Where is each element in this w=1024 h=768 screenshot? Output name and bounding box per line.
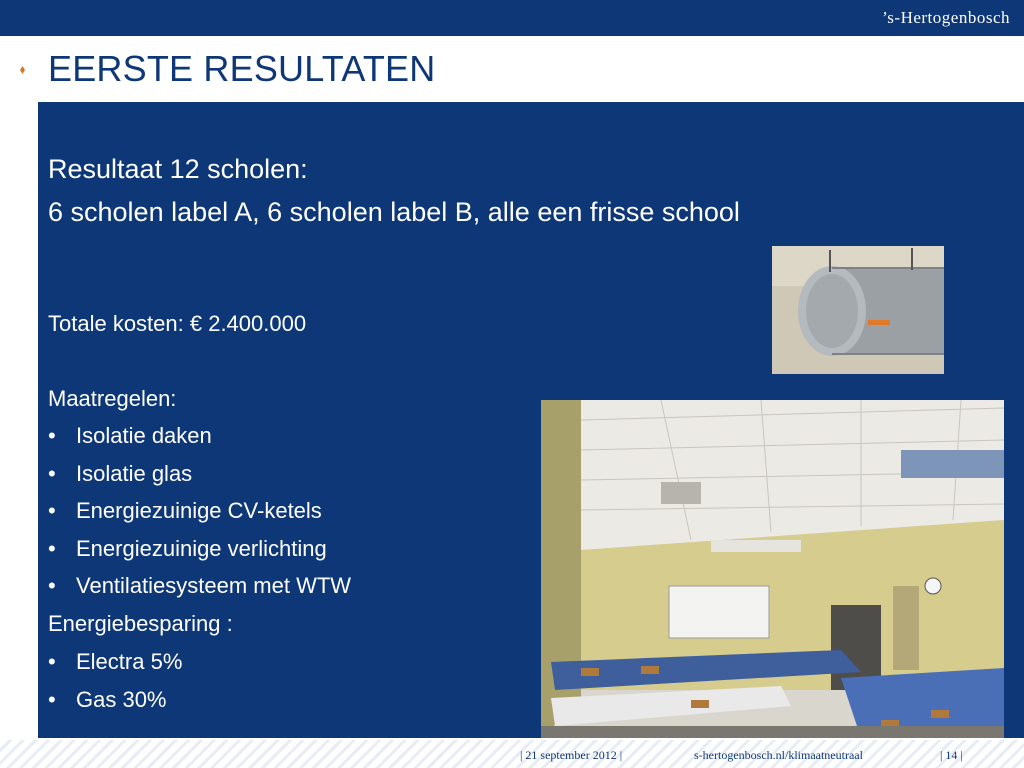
bullet-icon: • <box>48 573 56 598</box>
bullet-icon: • <box>48 498 56 523</box>
savings-list <box>48 643 182 718</box>
list-item: • Energiezuinige CV-ketels <box>48 492 351 530</box>
list-item: • Gas 30% <box>48 681 182 719</box>
measures-list <box>48 417 351 605</box>
bullet-icon: • <box>48 460 56 486</box>
list-item: • Electra 5% <box>48 643 182 681</box>
footer-band <box>0 740 1024 768</box>
bullet-icon: • <box>48 649 56 674</box>
result-heading: Resultaat 12 scholen: <box>48 154 308 184</box>
brand-name: ’s-Hertogenbosch <box>882 8 1010 27</box>
footer-page-number: | 14 | <box>940 748 963 762</box>
bullet-icon: • <box>48 423 56 448</box>
list-item: • Ventilatiesysteem met WTW <box>48 567 351 605</box>
measures-heading: Maatregelen: <box>48 386 177 411</box>
top-bar <box>0 0 1024 36</box>
classroom-illustration <box>541 400 1004 738</box>
list-item: • Isolatie daken <box>48 417 351 455</box>
footer-date: | 21 september 2012 | <box>520 748 623 762</box>
footer-url: s-hertogenbosch.nl/klimaatneutraal <box>694 748 863 762</box>
slide-title: EERSTE RESULTATEN <box>48 48 436 89</box>
classroom-photo <box>541 400 1004 738</box>
duct-illustration <box>772 246 944 374</box>
total-costs: Totale kosten: € 2.400.000 <box>48 311 307 336</box>
bullet-icon: • <box>48 686 56 712</box>
list-item: • Isolatie glas <box>48 455 351 493</box>
ventilation-duct-photo <box>772 246 944 374</box>
title-bullet-icon <box>20 66 25 74</box>
result-detail: 6 scholen label A, 6 scholen label B, alle een frisse school <box>48 197 740 227</box>
bullet-icon: • <box>48 535 56 561</box>
savings-heading: Energiebesparing : <box>48 611 233 636</box>
list-item: • Energiezuinige verlichting <box>48 530 351 568</box>
